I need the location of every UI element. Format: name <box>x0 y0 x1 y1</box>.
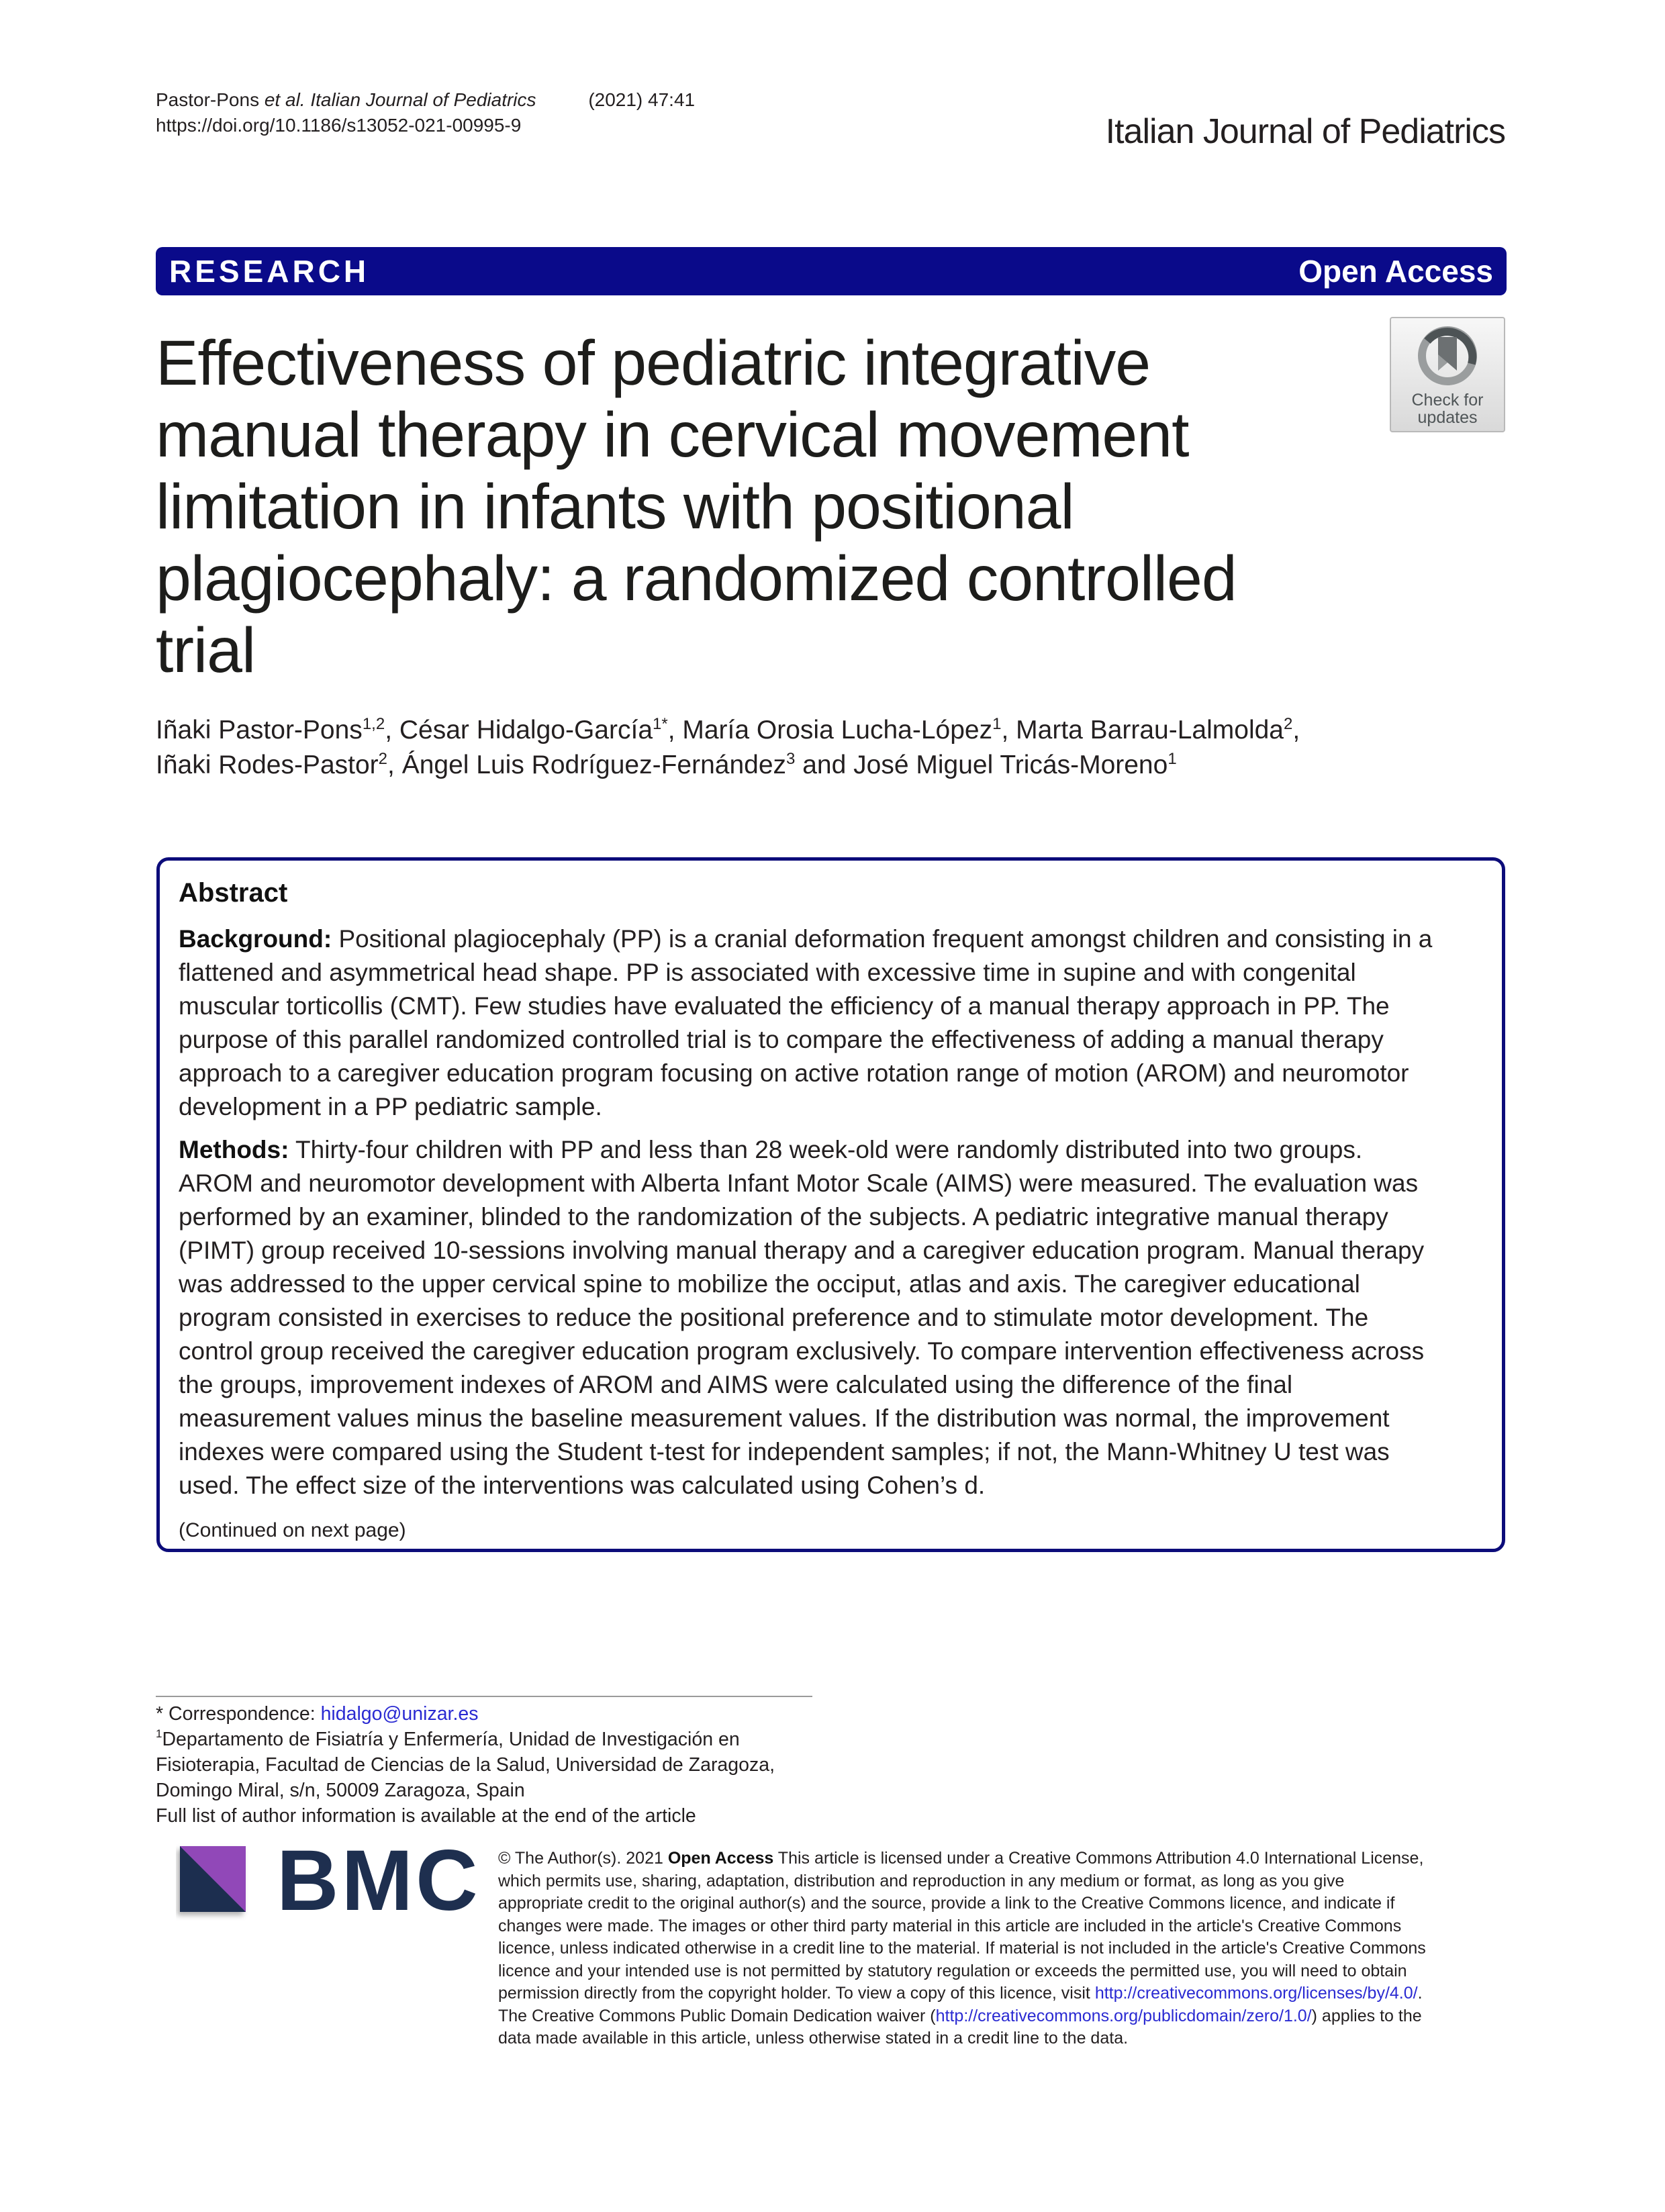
citation-line <box>156 87 695 113</box>
author-list <box>156 713 1465 783</box>
author-separator: , <box>1001 716 1016 744</box>
methods-text: measurement values minus the baseline measurement values. If the distribution was normal, the improvement <box>179 1404 1390 1432</box>
title-line: limitation in infants with positional <box>156 471 1074 542</box>
correspondence-email-link[interactable]: hidalgo@unizar.es <box>320 1703 479 1725</box>
cc-zero-waiver-link[interactable]: http://creativecommons.org/publicdomain/zero/1.0/ <box>935 2006 1312 2025</box>
continued-note: (Continued on next page) <box>179 1519 406 1541</box>
background-text: purpose of this parallel randomized controlled trial is to compare the effectiveness of adding a manual therapy <box>179 1026 1384 1053</box>
bmc-logo <box>176 1833 481 1929</box>
footnote-divider <box>156 1696 812 1697</box>
footnote <box>156 1701 827 1829</box>
author-affiliation: 2 <box>378 750 388 768</box>
author-affiliation: 1 <box>992 715 1002 733</box>
license-line: which permits use, sharing, adaptation, distribution and reproduction in any medium or format, as long as you give <box>498 1871 1345 1890</box>
methods-text: AROM and neuromotor development with Alberta Infant Motor Scale (AIMS) were measured. The evaluation was <box>179 1169 1419 1197</box>
license-punct: . <box>1417 1984 1423 2003</box>
check-for-updates-line1: Check for <box>1411 391 1484 410</box>
license-line: ) applies to the <box>1311 2006 1422 2025</box>
author-name[interactable]: César Hidalgo-García <box>399 716 653 744</box>
background-text: development in a PP pediatric sample. <box>179 1093 602 1120</box>
author-separator: , <box>385 716 399 744</box>
background-label: Background: <box>179 925 332 953</box>
methods-label: Methods: <box>179 1136 289 1163</box>
methods-text: performed by an examiner, blinded to the randomization of the subjects. A pediatric integrative manual therapy <box>179 1203 1388 1231</box>
citation-author: Pastor-Pons <box>156 89 260 110</box>
author-affiliation: 1,2 <box>362 715 385 733</box>
copyright: © The Author(s). 2021 <box>498 1849 668 1868</box>
methods-text: indexes were compared using the Student t-test for independent samples; if not, the Mann-Whitney U test was <box>179 1438 1390 1465</box>
affiliation-text: Departamento de Fisiatría y Enfermería, Unidad de Investigación en <box>162 1729 740 1750</box>
background-text: approach to a caregiver education program focusing on active rotation range of motion (AROM) and neuromotor <box>179 1059 1409 1087</box>
abstract-background <box>179 922 1494 1124</box>
running-header <box>156 87 695 138</box>
correspondence-label: * Correspondence: <box>156 1703 321 1725</box>
author-name[interactable]: Marta Barrau-Lalmolda <box>1016 716 1284 744</box>
bmc-logo-text: BMC <box>277 1833 481 1929</box>
license-line: appropriate credit to the original author(s) and the source, provide a link to the Creative Commons licence, and indicate if <box>498 1894 1395 1913</box>
license-line: permission directly from the copyright holder. To view a copy of this licence, visit <box>498 1984 1095 2003</box>
affiliation-number: 1 <box>156 1727 162 1740</box>
license-line: changes were made. The images or other third party material in this article are included in the article's Creative Commons <box>498 1916 1402 1935</box>
license-line: licence and your intended use is not permitted by statutory regulation or exceeds the permitted use, you will need to obtain <box>498 1961 1407 1980</box>
check-for-updates-line2: updates <box>1417 408 1478 427</box>
title-line: Effectiveness of pediatric integrative <box>156 328 1151 399</box>
author-name[interactable]: Iñaki Pastor-Pons <box>156 716 363 744</box>
citation-journal: Italian Journal of Pediatrics <box>310 89 536 110</box>
methods-text: control group received the caregiver education program exclusively. To compare intervention effectiveness across <box>179 1337 1425 1365</box>
author-affiliation: 2 <box>1284 715 1293 733</box>
methods-text: used. The effect size of the interventions was calculated using Cohen’s d. <box>179 1472 986 1499</box>
license-text <box>498 1847 1505 2050</box>
check-for-updates-icon <box>1414 322 1481 389</box>
author-separator: and <box>795 751 854 779</box>
author-separator: , <box>387 751 402 779</box>
abstract-methods <box>179 1133 1494 1502</box>
background-text: muscular torticollis (CMT). Few studies have evaluated the efficiency of a manual therapy approach in PP. The <box>179 992 1390 1020</box>
author-separator: , <box>667 716 683 744</box>
license-line: licence, unless indicated otherwise in a credit line to the material. If material is not included in the article's Creative Commons <box>498 1939 1426 1958</box>
author-name[interactable]: Ángel Luis Rodríguez-Fernández <box>401 751 787 779</box>
title-line: plagiocephaly: a randomized controlled <box>156 543 1237 614</box>
methods-text: (PIMT) group received 10-sessions involving manual therapy and a caregiver education program. Manual therapy <box>179 1237 1425 1264</box>
author-separator: , <box>1292 716 1300 744</box>
abstract-box <box>156 857 1505 1552</box>
methods-text: Thirty-four children with PP and less than 28 week-old were randomly distributed into two groups. <box>289 1136 1363 1163</box>
abstract-heading: Abstract <box>179 878 288 908</box>
affiliation-text: Domingo Miral, s/n, 50009 Zaragoza, Spain <box>156 1780 525 1801</box>
journal-name: Italian Journal of Pediatrics <box>1105 112 1505 151</box>
author-name[interactable]: José Miguel Tricás-Moreno <box>853 751 1168 779</box>
open-access-label: Open Access <box>1298 254 1493 289</box>
doi-link[interactable]: https://doi.org/10.1186/s13052-021-00995-9 <box>156 115 522 136</box>
background-text: flattened and asymmetrical head shape. PP is associated with excessive time in supine and with congenital <box>179 959 1356 986</box>
license-line: data made available in this article, unless otherwise stated in a credit line to the data. <box>498 2029 1129 2048</box>
citation-etal: et al. <box>264 89 305 110</box>
affiliation-text: Fisioterapia, Facultad de Ciencias de la Salud, Universidad de Zaragoza, <box>156 1754 775 1776</box>
license-line: This article is licensed under a Creative Commons Attribution 4.0 International License, <box>773 1849 1424 1868</box>
author-affiliation: 1 <box>1168 750 1177 768</box>
author-affiliation: 1* <box>653 715 668 733</box>
bmc-logo-icon <box>176 1843 255 1923</box>
author-info-note: Full list of author information is available at the end of the article <box>156 1805 696 1827</box>
methods-text: program consisted in exercises to reduce the positional preference and to stimulate motor development. The <box>179 1304 1369 1331</box>
background-text: Positional plagiocephaly (PP) is a cranial deformation frequent amongst children and consisting in a <box>332 925 1433 953</box>
title-line: manual therapy in cervical movement <box>156 399 1189 471</box>
license-line: The Creative Commons Public Domain Dedication waiver ( <box>498 2006 936 2025</box>
article-title <box>156 328 1297 687</box>
title-line: trial <box>156 615 256 686</box>
author-name[interactable]: Iñaki Rodes-Pastor <box>156 751 379 779</box>
check-for-updates-button[interactable] <box>1390 317 1505 432</box>
methods-text: was addressed to the upper cervical spine to mobilize the occiput, atlas and axis. The caregiver educational <box>179 1270 1360 1298</box>
methods-text: the groups, improvement indexes of AROM and AIMS were calculated using the difference of the final <box>179 1371 1293 1398</box>
author-name[interactable]: María Orosia Lucha-López <box>682 716 993 744</box>
article-type-label: RESEARCH <box>169 254 370 289</box>
article-type-banner <box>156 247 1507 295</box>
citation-volume: (2021) 47:41 <box>588 89 696 110</box>
cc-by-license-link[interactable]: http://creativecommons.org/licenses/by/4.0/ <box>1094 1984 1418 2003</box>
author-affiliation: 3 <box>786 750 796 768</box>
open-access-bold: Open Access <box>667 1849 774 1868</box>
